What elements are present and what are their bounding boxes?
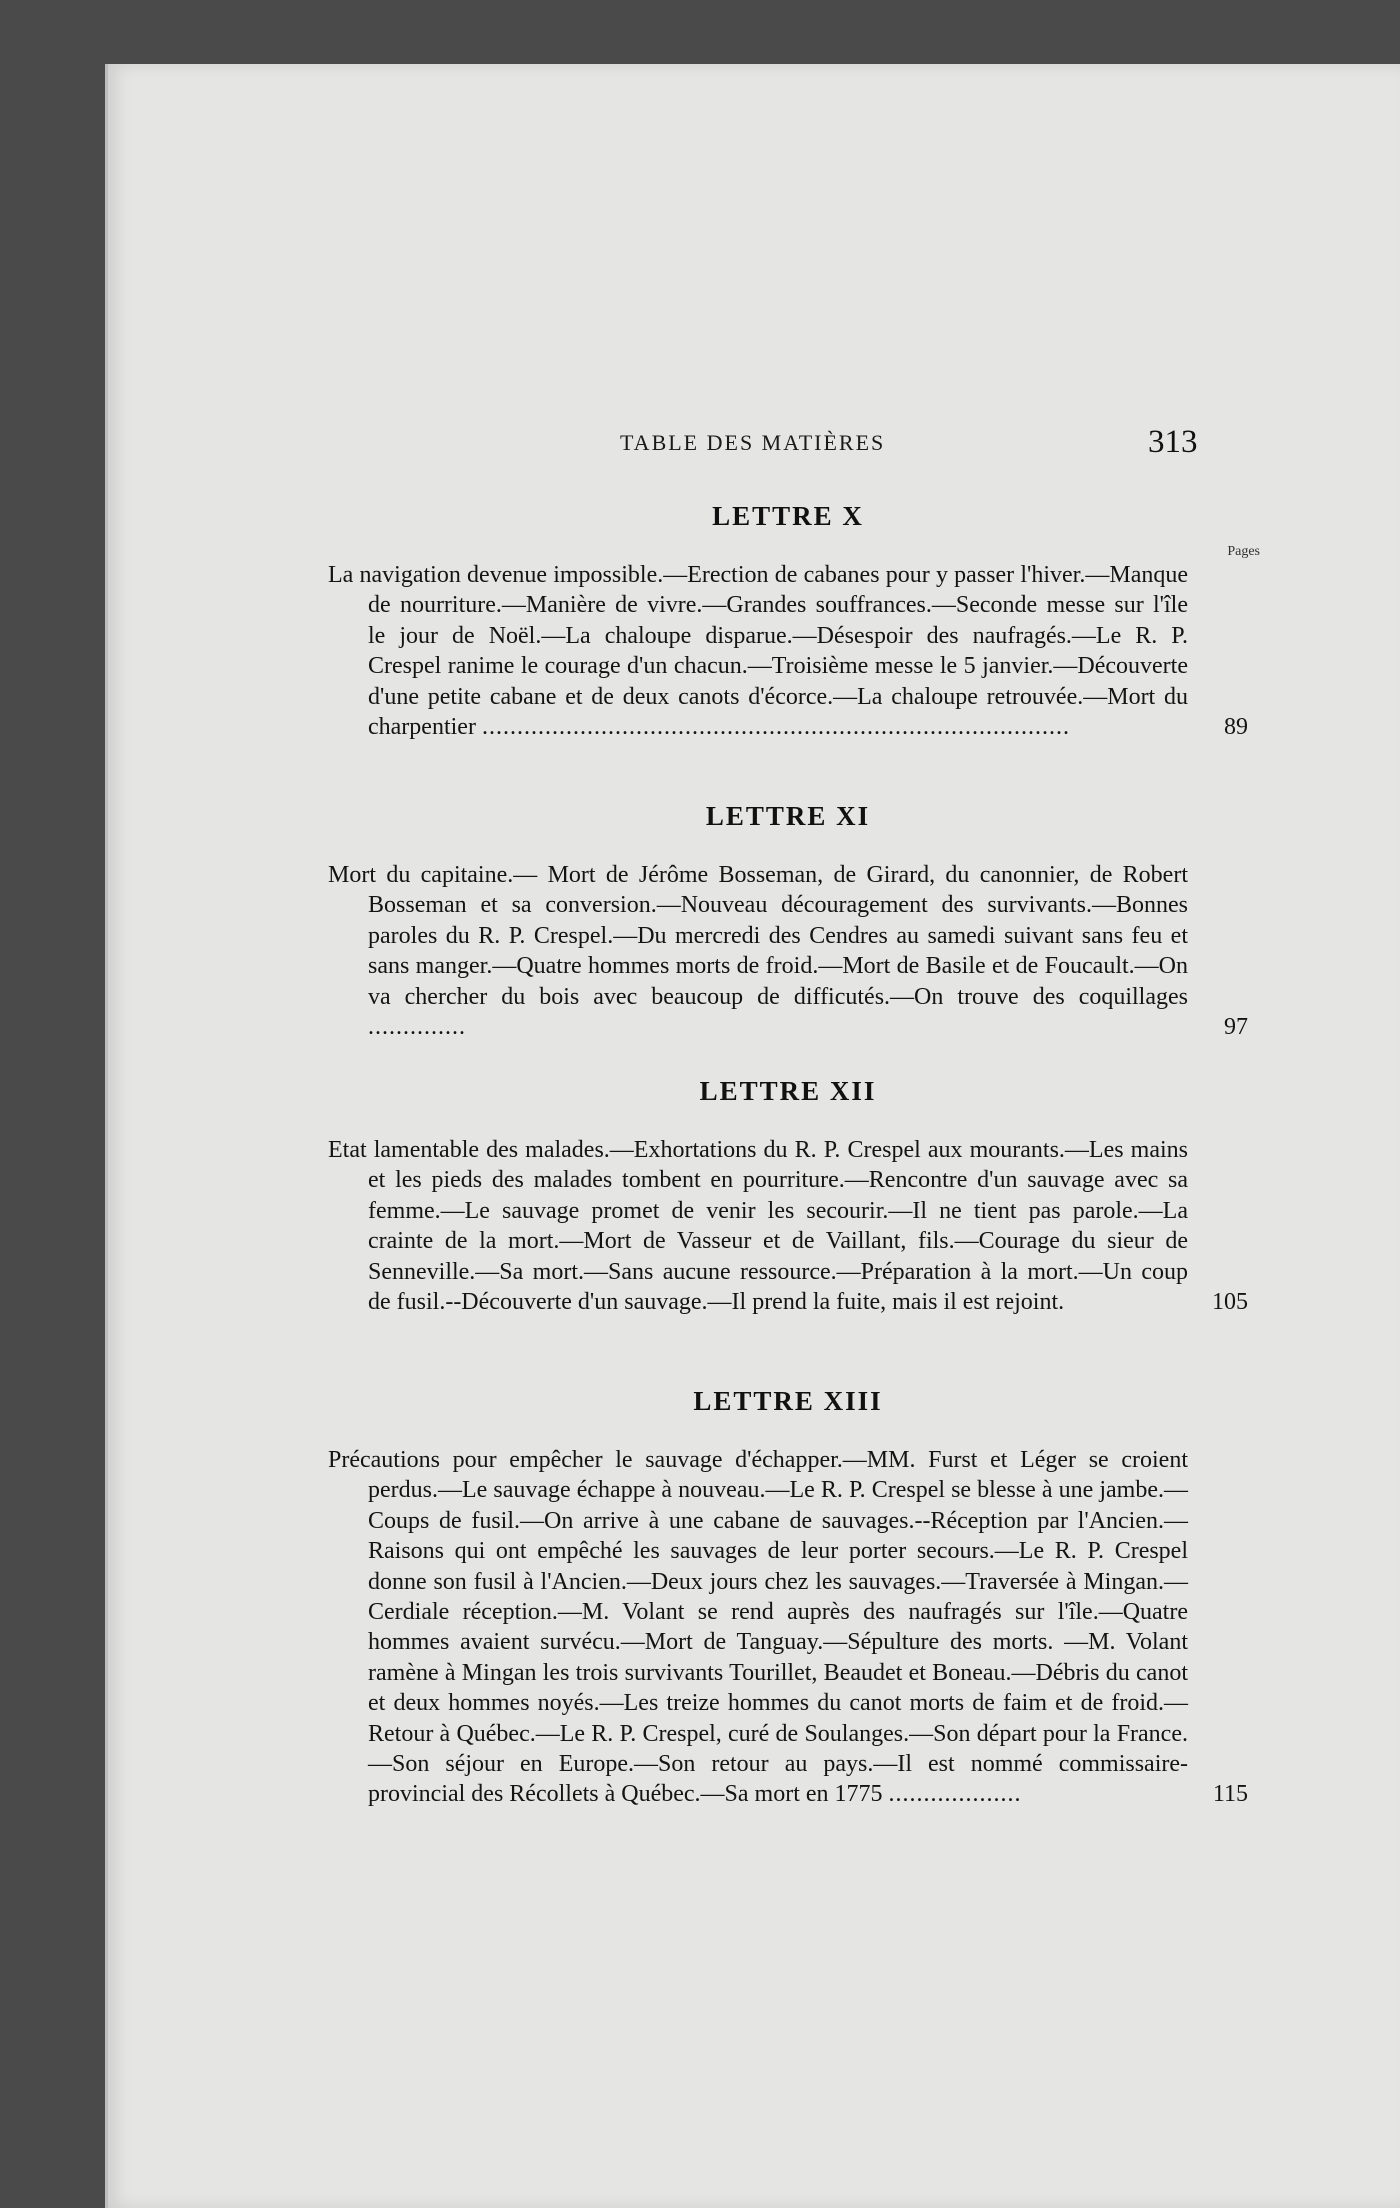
toc-entry: [328, 860, 1248, 1042]
section-title: LETTRE X: [712, 501, 864, 531]
toc-entry: [328, 1445, 1248, 1810]
dot-leader: ...................: [888, 1781, 1022, 1808]
toc-entry: [328, 1135, 1248, 1317]
toc-section-lettre-xi: [328, 794, 1248, 1066]
entry-summary: La navigation devenue impossible.—Erection de cabanes pour y passer l'hiver.—Manque de nourriture.—Manière de vivre.—Grandes souffrances.—Seconde messe sur l'île le jour de Noël.—La chaloupe disparue.—Désespoir des naufragés.—Le R. P. Crespel ranime le courage d'un chacun.—Troisième messe le 5 janvier.—Découverte d'une petite cabane et de deux canots d'écorce.—La chaloupe retrouvée.—Mort du charpentier: [328, 562, 1188, 741]
toc-section-lettre-xiii: [328, 1379, 1248, 1834]
toc-section-lettre-xii: [328, 1069, 1248, 1341]
pages-column-label: Pages: [1227, 544, 1260, 559]
toc-entry: [328, 560, 1248, 742]
toc-section-lettre-x: [328, 494, 1260, 766]
section-title: LETTRE XI: [705, 801, 871, 831]
entry-page-number: 97: [1224, 1014, 1248, 1041]
section-title: LETTRE XIII: [693, 1386, 883, 1416]
entry-page-number: 89: [1224, 714, 1248, 741]
running-title: TABLE DES MATIÈRES: [620, 430, 886, 455]
entry-summary: Mort du capitaine.— Mort de Jérôme Bosseman, de Girard, du canonnier, de Robert Bosseman et sa conversion.—Nouveau découragement des survivants.—Bonnes paroles du R. P. Crespel.—Du mercredi des Cendres au samedi suivant sans feu et sans manger.—Quatre hommes morts de froid.—Mort de Basile et de Foucault.—On va chercher du bois avec beaucoup de difficutés.—On trouve des coquillages: [328, 862, 1188, 1010]
book-page: [105, 64, 1400, 2208]
running-head: [108, 424, 1400, 470]
dot-leader: ....................................................................................: [481, 714, 1070, 741]
entry-summary: Etat lamentable des malades.—Exhortations du R. P. Crespel aux mourants.—Les mains et les pieds des malades tombent en pourriture.—Rencontre d'un sauvage avec sa femme.—Le sauvage promet de venir les secourir.—Il ne tient pas parole.—La crainte de la mort.—Mort de Vasseur et de Vaillant, fils.—Courage du sieur de Senneville.—Sa mort.—Sans aucune ressource.—Préparation à la mort.—Un coup de fusil.--Découverte d'un sauvage.—Il prend la fuite, mais il est rejoint.: [328, 1137, 1188, 1316]
entry-summary: Précautions pour empêcher le sauvage d'échapper.—MM. Furst et Léger se croient perdus.—Le sauvage échappe à nouveau.—Le R. P. Crespel se blesse à une jambe.—Coups de fusil.—On arrive à une cabane de sauvages.--Réception par l'Ancien.—Raisons qui ont empêché les sauvages de leur porter secours.—Le R. P. Crespel donne son fusil à l'Ancien.—Deux jours chez les sauvages.—Traversée à Mingan.—Cerdiale réception.—M. Volant se rend auprès des naufragés sur l'île.—Quatre hommes avaient survécu.—Mort de Tanguay.—Sépulture des morts. —M. Volant ramène à Mingan les trois survivants Tourillet, Beaudet et Boneau.—Débris du canot et deux hommes noyés.—Les treize hommes du canot morts de faim et de froid.—Retour à Québec.—Le R. P. Crespel, curé de Soulanges.—Son départ pour la France.—Son séjour en Europe.—Son retour au pays.—Il est nommé commissaire-provincial des Récollets à Québec.—Sa mort en 1775: [328, 1447, 1188, 1808]
section-title: LETTRE XII: [699, 1076, 877, 1106]
page-number: 313: [1148, 424, 1198, 460]
entry-page-number: 115: [1212, 1781, 1248, 1808]
entry-page-number: 105: [1212, 1289, 1248, 1316]
dot-leader: ..............: [368, 1014, 466, 1041]
